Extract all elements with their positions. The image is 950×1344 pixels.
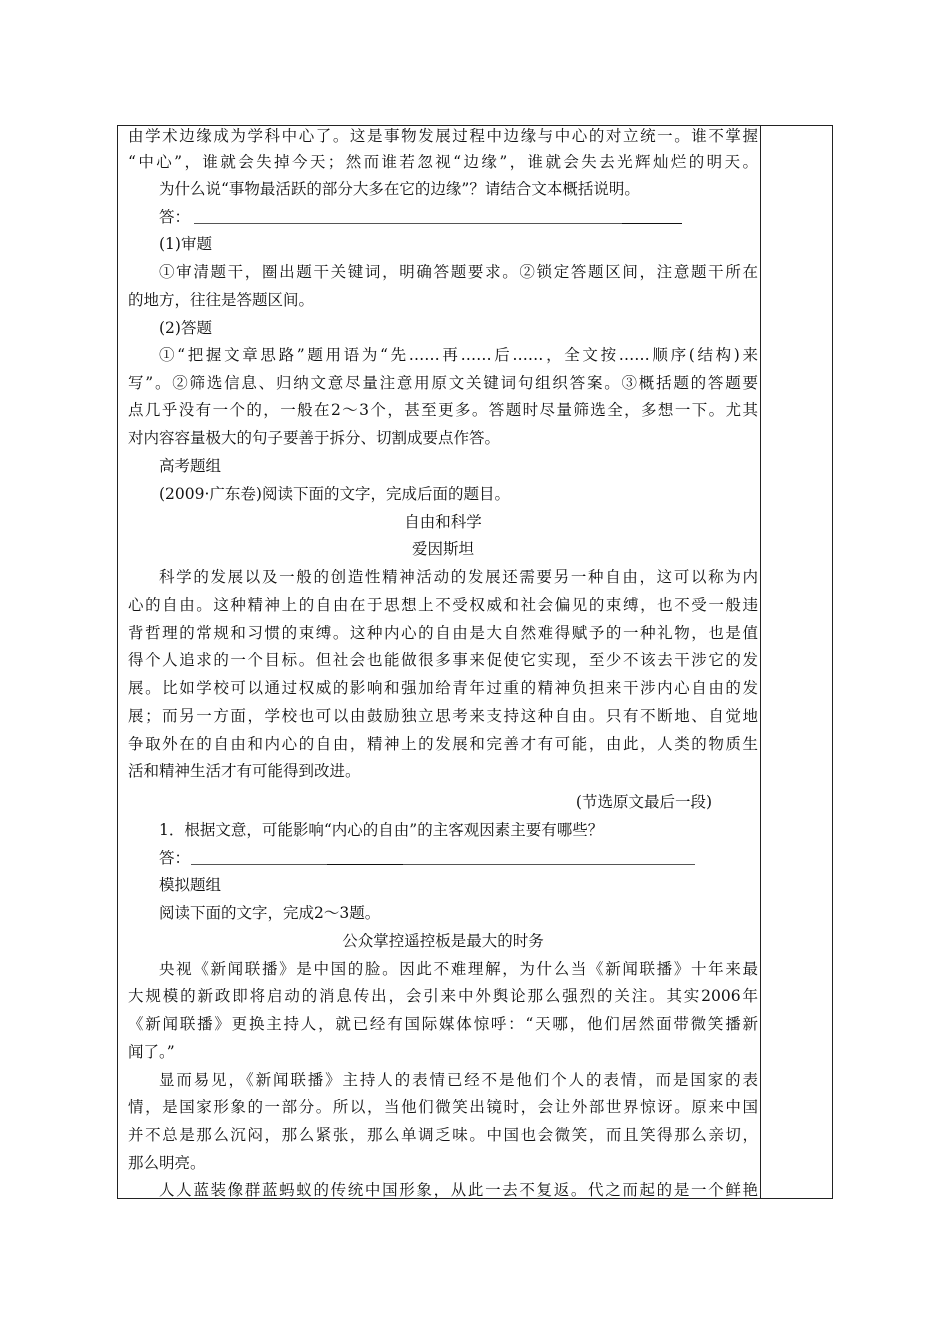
article-line: 央视《新闻联播》是中国的脸。因此不难理解，为什么当《新闻联播》十年来最	[159, 960, 758, 978]
article-line: 人人蓝装像群蓝蚂蚁的传统中国形象，从此一去不复返。代之而起的是一个鲜艳	[159, 1181, 758, 1199]
passage-line: 活和精神生活才有可能得到改进。	[128, 762, 361, 780]
passage-line: 背哲理的常规和习惯的束缚。这种内心的自由是大自然难得赋予的一种礼物，也是值	[128, 624, 758, 642]
article-line: 大规模的新政即将启动的消息传出，会引来中外舆论那么强烈的关注。其实2006年	[128, 987, 758, 1005]
passage-line: 争取外在的自由和内心的自由，精神上的发展和完善才有可能，由此，人类的物质生	[128, 735, 758, 753]
answer-line[interactable]	[191, 864, 695, 865]
answer-line-segment	[327, 864, 403, 865]
moni-heading: 模拟题组	[159, 876, 222, 894]
answer-line[interactable]	[194, 223, 682, 224]
article-line: 显而易见，《新闻联播》主持人的表情已经不是他们个人的表情，而是国家的表	[159, 1071, 758, 1089]
article-title: 公众掌控遥控板是最大的时务	[342, 932, 544, 950]
passage-note: (节选原文最后一段)	[575, 793, 712, 811]
moni-instruction: 阅读下面的文字，完成2～3题。	[159, 904, 381, 922]
passage-line: 科学的发展以及一般的创造性精神活动的发展还需要另一种自由，这可以称为内	[159, 568, 758, 586]
method-line: ①审清题干，圈出题干关键词，明确答题要求。②锁定答题区间，注意题干所在	[159, 263, 758, 281]
worksheet-table	[117, 125, 833, 1199]
article-line: 并不总是那么沉闷，那么紧张，那么单调乏味。中国也会微笑，而且笑得那么亲切，	[128, 1126, 758, 1144]
passage-author: 爱因斯坦	[411, 540, 474, 558]
notes-column-divider	[760, 126, 761, 1198]
passage-line: 得个人追求的一个目标。但社会也能做很多事来促使它实现，至少不该去干涉它的发	[128, 651, 758, 669]
method-line: 点几乎没有一个的，一般在2～3个，甚至更多。答题时尽量筛选全，多想一下。尤其	[128, 401, 758, 419]
passage-line: 展；而另一方面，学校也可以由鼓励独立思考来支持这种自由。只有不断地、自觉地	[128, 707, 758, 725]
answer-line-segment	[622, 223, 682, 224]
method-line: ①“把握文章思路”题用语为“先……再……后……，全文按……顺序(结构)来	[159, 346, 758, 364]
intro-question: 为什么说“事物最活跃的部分大多在它的边缘”？请结合文本概括说明。	[159, 180, 640, 198]
intro-line: “中心”，谁就会失掉今天；然而谁若忽视“边缘”，谁就会失去光辉灿烂的明天。	[128, 153, 758, 171]
question-1: 1．根据文意，可能影响“内心的自由”的主客观因素主要有哪些？	[159, 821, 604, 839]
method-line: 的地方，往往是答题区间。	[128, 291, 315, 309]
article-line: 情，是国家形象的一部分。所以，当他们微笑出镜时，会让外部世界惊讶。原来中国	[128, 1098, 758, 1116]
method-line: 对内容容量极大的句子要善于拆分、切割成要点作答。	[128, 429, 501, 447]
method-line: 写”。②筛选信息、归纳文意尽量注意用原文关键词句组织答案。③概括题的答题要	[128, 374, 758, 392]
gaokao-heading: 高考题组	[159, 457, 222, 475]
passage-line: 心的自由。这种精神上的自由在于思想上不受权威和社会偏见的束缚，也不受一般违	[128, 596, 758, 614]
method-step2-title: (2)答题	[159, 319, 212, 337]
article-line: 闻了。”	[128, 1043, 175, 1061]
method-step1-title: (1)审题	[159, 235, 212, 253]
intro-line: 由学术边缘成为学科中心了。这是事物发展过程中边缘与中心的对立统一。谁不掌握	[128, 127, 758, 145]
passage-line: 展。比如学校可以通过权威的影响和强加给青年过重的精神负担来干涉内心自由的发	[128, 679, 758, 697]
article-line: 那么明亮。	[128, 1154, 206, 1172]
article-line: 《新闻联播》更换主持人，就已经有国际媒体惊呼：“天哪，他们居然面带微笑播新	[128, 1015, 758, 1033]
gaokao-source: (2009·广东卷)阅读下面的文字，完成后面的题目。	[159, 485, 510, 503]
passage-title: 自由和科学	[404, 513, 482, 531]
answer-label: 答：	[159, 208, 191, 226]
answer-label: 答：	[159, 849, 191, 867]
